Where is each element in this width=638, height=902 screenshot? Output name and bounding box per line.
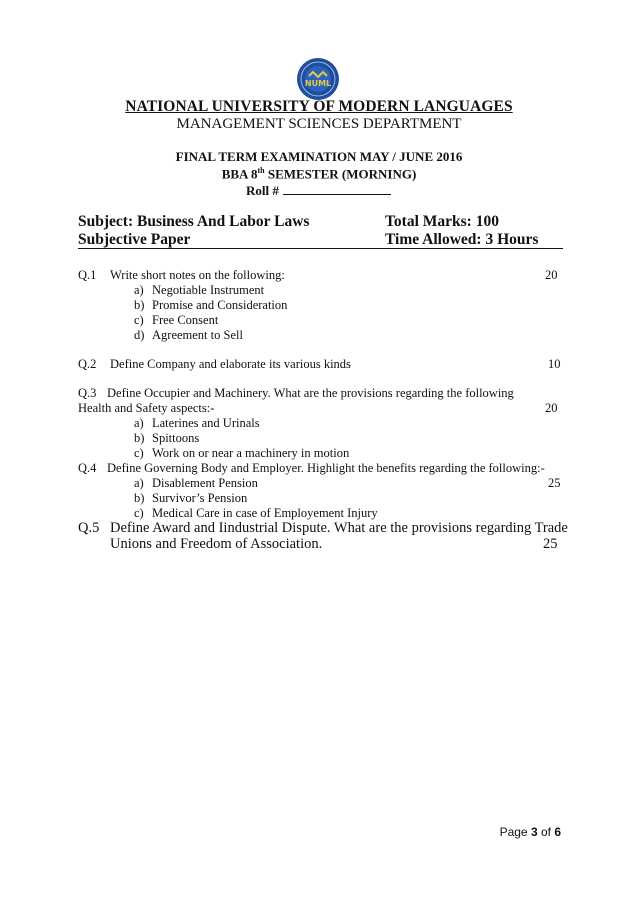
q4-marks: 25 bbox=[548, 476, 561, 490]
q2-marks: 10 bbox=[548, 357, 561, 371]
q3-text: Define Occupier and Machinery. What are the provisions regarding the following bbox=[107, 386, 514, 400]
page-number: Page 3 of 6 bbox=[499, 825, 561, 839]
q3-marks: 20 bbox=[545, 401, 558, 415]
list-marker: a) bbox=[134, 283, 144, 297]
svg-text:NUML: NUML bbox=[304, 79, 332, 88]
q5-number: Q.5 bbox=[78, 520, 100, 536]
exam-title: FINAL TERM EXAMINATION MAY / JUNE 2016 bbox=[175, 149, 463, 164]
header-rule bbox=[78, 248, 563, 249]
q1-text: Write short notes on the following: bbox=[110, 268, 285, 282]
q3-text-cont: Health and Safety aspects:- bbox=[78, 401, 215, 415]
q4-text: Define Governing Body and Employer. Highlight the benefits regarding the following:- bbox=[107, 461, 545, 475]
list-item: Medical Care in case of Employement Injury bbox=[152, 506, 378, 520]
list-item: Survivor’s Pension bbox=[152, 491, 248, 505]
q4-number: Q.4 bbox=[78, 461, 97, 475]
time-allowed: Time Allowed: 3 Hours bbox=[385, 231, 539, 248]
q5-text-cont: Unions and Freedom of Association. bbox=[110, 536, 323, 552]
list-item: Free Consent bbox=[152, 313, 219, 327]
list-marker: b) bbox=[134, 491, 145, 505]
list-item: Negotiable Instrument bbox=[152, 283, 265, 297]
q1-number: Q.1 bbox=[78, 268, 97, 282]
list-item: Spittoons bbox=[152, 431, 200, 445]
q1-marks: 20 bbox=[545, 268, 558, 282]
list-item: Promise and Consideration bbox=[152, 298, 288, 312]
list-item: Agreement to Sell bbox=[152, 328, 243, 342]
paper-type: Subjective Paper bbox=[78, 231, 191, 248]
q3-number: Q.3 bbox=[78, 386, 97, 400]
university-name: NATIONAL UNIVERSITY OF MODERN LANGUAGES bbox=[125, 98, 513, 115]
list-marker: c) bbox=[134, 446, 144, 460]
subject: Subject: Business And Labor Laws bbox=[78, 213, 310, 230]
q5-marks: 25 bbox=[543, 536, 558, 552]
q2-text: Define Company and elaborate its various kinds bbox=[110, 357, 351, 371]
roll-blank-line bbox=[283, 183, 391, 195]
list-marker: b) bbox=[134, 431, 145, 445]
list-marker: a) bbox=[134, 476, 144, 490]
semester-line: BBA 8th SEMESTER (MORNING) bbox=[221, 166, 417, 182]
list-item: Laterines and Urinals bbox=[152, 416, 260, 430]
list-marker: c) bbox=[134, 506, 144, 520]
total-marks: Total Marks: 100 bbox=[385, 213, 499, 230]
q2-number: Q.2 bbox=[78, 357, 97, 371]
list-item: Work on or near a machinery in motion bbox=[152, 446, 350, 460]
roll-number: Roll # bbox=[246, 183, 391, 199]
department-name: MANAGEMENT SCIENCES DEPARTMENT bbox=[176, 116, 462, 132]
list-marker: c) bbox=[134, 313, 144, 327]
list-marker: d) bbox=[134, 328, 145, 342]
list-marker: b) bbox=[134, 298, 145, 312]
q5-text: Define Award and Iindustrial Dispute. What are the provisions regarding Trade bbox=[110, 520, 568, 536]
list-marker: a) bbox=[134, 416, 144, 430]
university-logo bbox=[296, 57, 340, 101]
list-item: Disablement Pension bbox=[152, 476, 258, 490]
